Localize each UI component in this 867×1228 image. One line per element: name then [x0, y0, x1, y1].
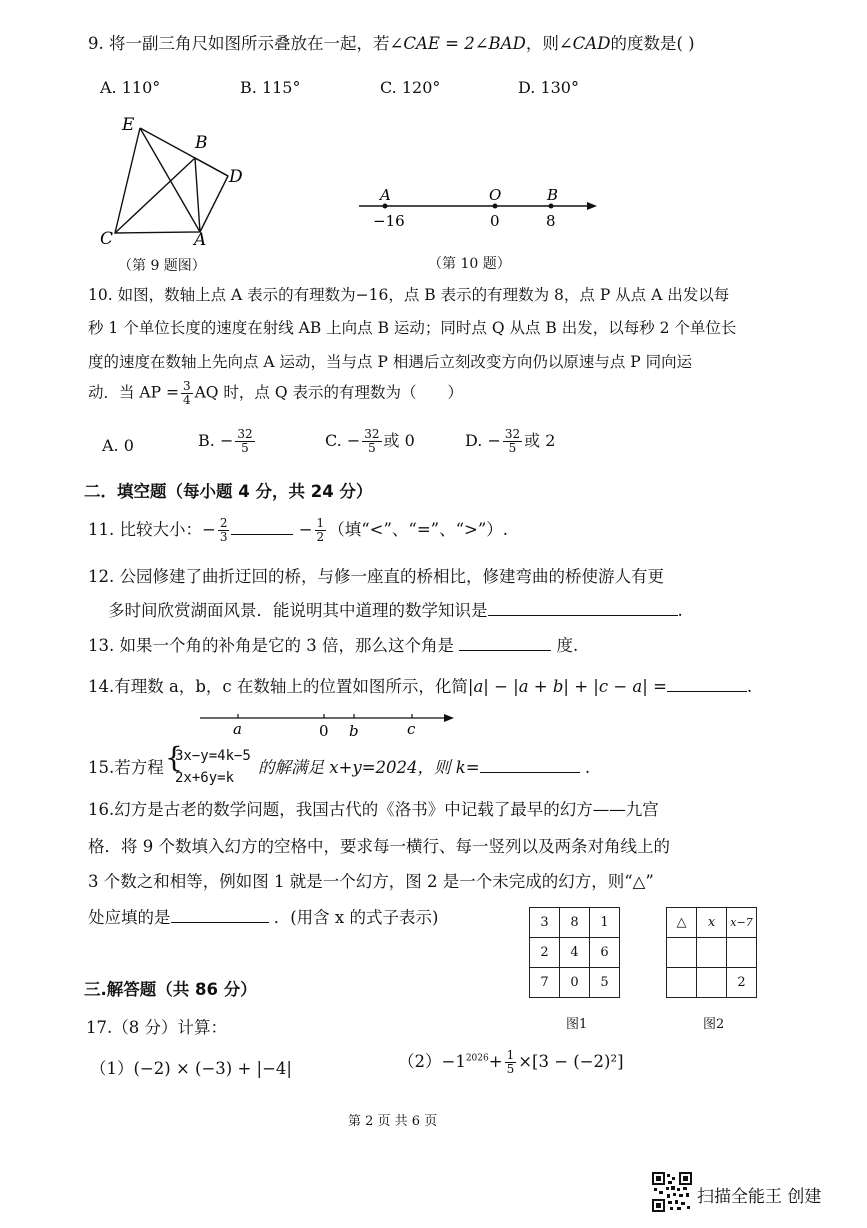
fraction-numerator: 2 [219, 516, 228, 530]
grid1-cell: 5 [590, 968, 620, 998]
q15-answer-blank[interactable] [480, 772, 580, 773]
grid1-cell: 4 [560, 938, 590, 968]
q10-number: 10. [88, 286, 113, 304]
point-a-label: A [380, 186, 391, 204]
q17-part2-suffix: ×[3 − (−2)²] [518, 1052, 624, 1071]
q13-text: 如果一个角的补角是它的 3 倍，那么这个角是 [119, 636, 454, 655]
q16-line1-text: 幻方是古老的数学问题，我国古代的《洛书》中记载了最早的幻方——九宫 [114, 800, 659, 819]
triangle-abd [195, 158, 228, 232]
option-letter: B. [198, 431, 215, 450]
fig9-label-a: A [194, 230, 207, 250]
camscanner-label: 扫描全能王 创建 [697, 1187, 822, 1207]
point-b-value: 8 [546, 212, 556, 230]
q17-part2-fraction [505, 1049, 517, 1076]
q16-line3: 3 个数之和相等，例如图 1 就是一个幻方，图 2 是一个未完成的幻方，则“△” [88, 872, 654, 891]
q13-answer-blank[interactable] [459, 650, 551, 651]
fig9-label-d: D [229, 167, 243, 187]
point-a-dot [383, 204, 388, 209]
label-0: 0 [319, 722, 329, 740]
q9-option-value: 115° [261, 78, 301, 97]
fraction-denominator: 3 [219, 530, 228, 544]
q9-option-value: 130° [540, 78, 579, 97]
q11-fraction1 [218, 517, 230, 544]
q11-suffix: （填“<”、“=”、“>”）. [328, 520, 509, 539]
q14-text: 有理数 a，b，c 在数轴上的位置如图所示，化简 [114, 677, 468, 696]
q9-option-d [518, 78, 579, 97]
q10-line4-suffix: AQ 时，点 Q 表示的有理数为（ ） [194, 383, 463, 402]
option-letter: A. [102, 436, 119, 455]
q10-line3: 度的速度在数轴上先向点 A 运动，当与点 P 相遇后立刻改变方向仍以原速与点 P 同向运 [88, 353, 693, 371]
fig9-label-e: E [122, 115, 135, 135]
grid2-cell: x [697, 908, 727, 938]
option-letter: C. [325, 431, 342, 450]
fig9-label-b: B [195, 133, 208, 153]
grid2-cell [667, 938, 697, 968]
q10-line4-prefix: 动．当 AP = [88, 383, 179, 402]
q15-system [175, 745, 251, 789]
q12-line1-text: 公园修建了曲折迂回的桥，与修一座直的桥相比，修建弯曲的桥使游人有更 [119, 567, 664, 586]
q9-option-a [100, 78, 160, 97]
q9-number: 9. [88, 34, 104, 53]
q9-option-letter: C. [380, 78, 397, 97]
point-a-value: −16 [373, 212, 405, 230]
point-o-dot [493, 204, 498, 209]
q12-answer-blank[interactable] [488, 615, 678, 616]
fraction-numerator: 3 [182, 379, 191, 393]
q9-option-letter: D. [518, 78, 536, 97]
option-letter: D. [465, 431, 483, 450]
grid1-cell: 8 [560, 908, 590, 938]
grid2-cell [727, 938, 757, 968]
q15-mid: 的解满足 x+y=2024，则 k= [258, 758, 480, 777]
fraction-denominator: 2 [316, 530, 325, 544]
fraction-denominator: 5 [508, 441, 517, 455]
option-sign: − [346, 431, 361, 450]
q10-line1-text: 如图，数轴上点 A 表示的有理数为−16，点 B 表示的有理数为 8，点 P 从点 A 出发以每 [117, 286, 730, 304]
q16-line4-suffix: ．(用含 x 的式子表示) [273, 908, 439, 927]
q15-prefix: 若方程 [114, 758, 164, 777]
q17-part1: （1）(−2) × (−3) + |−4| [90, 1059, 292, 1078]
q14-number: 14. [88, 677, 115, 696]
grid1-cell: 0 [560, 968, 590, 998]
q16-number: 16. [88, 800, 115, 819]
fraction-denominator: 5 [241, 441, 249, 455]
q9-option-value: 120° [401, 78, 441, 97]
q9-condition: ∠CAE = 2∠BAD [389, 34, 526, 53]
q11-fraction2 [315, 517, 327, 544]
q10-figure-caption: （第 10 题） [428, 256, 511, 272]
q9-text-mid: ，则 [525, 34, 559, 53]
q9-option-b [240, 78, 300, 97]
q17-part2-prefix: （2）−1 [398, 1052, 466, 1071]
label-c: c [407, 720, 416, 738]
q9-ask: ∠CAD [558, 34, 611, 53]
q14 [88, 673, 752, 697]
q11 [88, 516, 508, 544]
line-cb [115, 158, 195, 233]
grid2-cell [667, 968, 697, 998]
grid1-cell: 2 [530, 938, 560, 968]
q13 [88, 632, 578, 656]
q10-number-line [355, 182, 605, 234]
grid1-cell: 1 [590, 908, 620, 938]
axis-arrow [444, 714, 454, 722]
q16-line1 [88, 796, 659, 820]
q9-figure [95, 108, 255, 253]
grid2-cell: 2 [727, 968, 757, 998]
q10-line1 [88, 283, 729, 305]
q11-mid: − [298, 520, 313, 539]
grid2-cell: x−7 [727, 908, 757, 938]
q13-number: 13. [88, 636, 115, 655]
point-b-label: B [547, 186, 559, 204]
q10-option-d [465, 428, 555, 455]
q15-equation2: 2x+6y=k [175, 770, 235, 786]
q13-unit: 度. [556, 636, 579, 655]
q15-equation1: 3x−y=4k−5 [175, 748, 251, 764]
q15-brace: { [165, 741, 183, 774]
option-suffix: 或 0 [383, 431, 415, 450]
grid1-caption: 图1 [566, 1017, 588, 1032]
option-fraction [503, 428, 522, 455]
q9-text-after: 的度数是( ) [610, 34, 695, 53]
fraction-denominator: 5 [368, 441, 376, 455]
grid2-cell [697, 938, 727, 968]
q12-line2-text: 多时间欣赏湖面风景．能说明其中道理的数学知识是 [108, 601, 488, 620]
q15-condition [258, 754, 590, 778]
q12-line1 [88, 563, 664, 587]
magic-square-2 [666, 907, 757, 998]
triangle-eca [115, 128, 200, 233]
q10-option-a [102, 436, 134, 455]
fraction-denominator: 5 [506, 1062, 515, 1076]
q11-number: 11. [88, 520, 115, 539]
grid2-caption: 图2 [703, 1017, 725, 1032]
q11-answer-blank[interactable] [231, 534, 293, 535]
q9-option-letter: B. [240, 78, 257, 97]
q17-part2-plus: + [488, 1052, 503, 1071]
q17-part2 [398, 1048, 624, 1076]
point-b-dot [549, 204, 554, 209]
section2-title: 二．填空题（每小题 4 分，共 24 分） [84, 482, 373, 501]
fraction-numerator: 32 [364, 427, 380, 441]
grid1-cell: 3 [530, 908, 560, 938]
section3-title: 三.解答题（共 86 分） [84, 980, 257, 999]
q10-line2: 秒 1 个单位长度的速度在射线 AB 上向点 B 运动；同时点 Q 从点 B 出发，以每秒 2 个单位长 [88, 319, 737, 337]
page-footer: 第 2 页 共 6 页 [348, 1114, 438, 1129]
q9-text: 将一副三角尺如图所示叠放在一起，若 [109, 34, 390, 53]
qr-code-icon [652, 1172, 692, 1212]
q17-part2-exponent: 2026 [465, 1053, 489, 1064]
q16-line2: 格．将 9 个数填入幻方的空格中，要求每一横行、每一竖列以及两条对角线上的 [88, 837, 670, 856]
option-sign: − [487, 431, 501, 450]
q17-title: 17.（8 分）计算： [86, 1018, 227, 1037]
q16-line4-text: 处应填的是 [88, 908, 171, 927]
option-value: 0 [123, 436, 134, 455]
q9-figure-caption: （第 9 题图） [118, 258, 206, 274]
magic-square-1 [529, 907, 620, 998]
fraction-numerator: 1 [506, 1048, 515, 1062]
fraction-denominator: 4 [182, 393, 191, 407]
option-sign: − [219, 431, 234, 450]
q9-option-value: 110° [121, 78, 161, 97]
q10-option-b [198, 428, 257, 455]
q10-line4 [88, 380, 463, 407]
q10-option-c [325, 428, 415, 455]
option-fraction [362, 428, 381, 455]
q15 [88, 754, 164, 778]
point-o-label: O [489, 186, 502, 204]
q14-expression: |a| − |a + b| + |c − a| = [467, 677, 667, 696]
fraction-numerator: 32 [237, 427, 253, 441]
grid1-cell: 6 [590, 938, 620, 968]
grid2-cell: △ [667, 908, 697, 938]
q9-option-c [380, 78, 440, 97]
grid1-cell: 7 [530, 968, 560, 998]
label-a: a [233, 720, 242, 738]
q14-end: . [746, 677, 753, 696]
q14-answer-blank[interactable] [667, 691, 747, 692]
q15-end: . [584, 758, 591, 777]
q14-number-line [196, 702, 466, 742]
q11-prefix: 比较大小：− [119, 520, 216, 539]
q9-option-letter: A. [100, 78, 117, 97]
option-fraction [235, 428, 254, 455]
axis-arrow [587, 202, 597, 210]
grid2-cell [697, 968, 727, 998]
fraction-numerator: 32 [504, 427, 521, 441]
fig9-label-c: C [100, 229, 114, 249]
q12-line2 [108, 597, 683, 621]
q12-number: 12. [88, 567, 115, 586]
q16-answer-blank[interactable] [171, 922, 269, 923]
option-suffix: 或 2 [524, 431, 556, 450]
q16-line4 [88, 904, 438, 928]
label-b: b [349, 722, 359, 740]
point-o-value: 0 [490, 212, 500, 230]
q15-number: 15. [88, 758, 115, 777]
q12-end: . [677, 601, 683, 620]
q10-fraction [181, 380, 193, 407]
fraction-numerator: 1 [316, 516, 325, 530]
q9-stem [88, 30, 695, 54]
